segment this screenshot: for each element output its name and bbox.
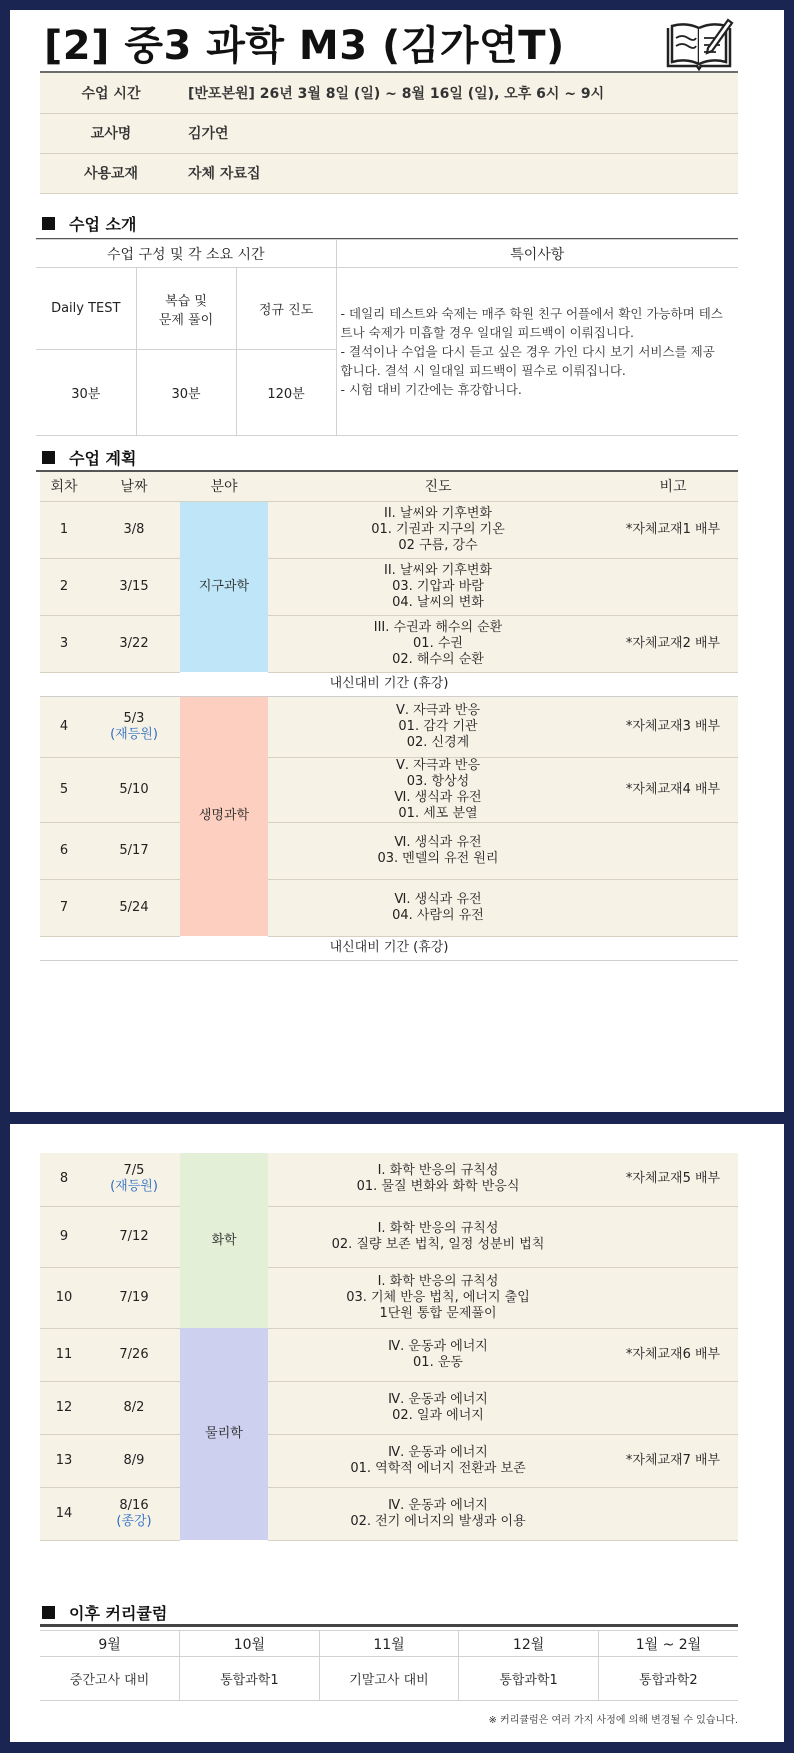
page-title: [2] 중3 과학 M3 (김가연T)	[44, 23, 565, 69]
field-bio: 생명과학	[180, 696, 268, 936]
info-row	[40, 113, 738, 153]
session-date: 5/24	[119, 899, 149, 915]
session-number: 13	[40, 1434, 88, 1487]
composition-header: 수업 구성 및 각 소요 시간	[36, 240, 336, 268]
info-value: 자체 자료집	[182, 153, 738, 193]
section-heading-intro	[42, 212, 136, 235]
month-header: 1월 ~ 2월	[598, 1631, 738, 1657]
field-phys: 물리학	[180, 1328, 268, 1540]
session-row	[40, 1381, 738, 1434]
session-note	[608, 879, 738, 936]
session-date-cell	[88, 1328, 180, 1381]
session-date: 3/8	[123, 521, 145, 537]
section-heading-after	[42, 1601, 167, 1624]
session-date: 5/17	[119, 842, 149, 858]
session-row	[40, 1434, 738, 1487]
component-name: 복습 및 문제 풀이	[136, 268, 236, 350]
session-progress: I. 화학 반응의 규칙성 01. 물질 변화와 화학 반응식	[268, 1153, 608, 1206]
session-number: 12	[40, 1381, 88, 1434]
info-label: 사용교재	[40, 153, 182, 193]
session-progress: I. 화학 반응의 규칙성 02. 질량 보존 법칙, 일정 성분비 법칙	[268, 1206, 608, 1267]
info-value: 김가연	[182, 113, 738, 153]
session-row	[40, 1328, 738, 1381]
session-date-cell	[88, 879, 180, 936]
session-date-cell	[88, 1381, 180, 1434]
info-table	[40, 73, 738, 194]
col-header-date: 날짜	[88, 472, 180, 501]
intro-heading: 수업 소개	[69, 215, 137, 234]
session-date-cell	[88, 1267, 180, 1328]
section-heading-plan	[42, 446, 136, 469]
session-note: *자체교재3 배부	[608, 696, 738, 757]
session-progress: II. 날씨와 기후변화 01. 기권과 지구의 기온 02 구름, 강수	[268, 501, 608, 558]
component-time: 120분	[236, 350, 336, 436]
plan-table-1	[40, 472, 738, 961]
notes-text: - 데일리 테스트와 숙제는 매주 학원 친구 어플에서 확인 가능하며 테스트나 숙제가 미흡할 경우 일대일 피드백이 이뤄집니다. - 결석이나 수업을 다시 듣고 싶은 경우 가인 다시 보기 서비스를 제공합니다. 결석 시 일대일 피드백이 필수로 이뤄집니다. - 시험 대비 기간에는 휴강합니다.	[336, 268, 738, 436]
session-number: 6	[40, 822, 88, 879]
session-date-cell	[88, 757, 180, 822]
info-label: 교사명	[40, 113, 182, 153]
col-header-field: 분야	[180, 472, 268, 501]
session-number: 3	[40, 615, 88, 672]
after-divider	[40, 1624, 738, 1627]
session-progress: Ⅵ. 생식과 유전 03. 멘델의 유전 원리	[268, 822, 608, 879]
info-row	[40, 73, 738, 113]
break-label: 내신대비 기간 (휴강)	[40, 672, 738, 696]
session-number: 2	[40, 558, 88, 615]
session-progress: II. 날씨와 기후변화 03. 기압과 바람 04. 날씨의 변화	[268, 558, 608, 615]
session-note: *자체교재7 배부	[608, 1434, 738, 1487]
session-number: 10	[40, 1267, 88, 1328]
session-number: 7	[40, 879, 88, 936]
session-date: 8/2	[123, 1399, 145, 1415]
footnote: ※ 커리큘럼은 여러 가지 사정에 의해 변경될 수 있습니다.	[488, 1715, 738, 1726]
session-date-cell	[88, 1153, 180, 1206]
session-row	[40, 1487, 738, 1540]
session-date-cell	[88, 822, 180, 879]
session-number: 5	[40, 757, 88, 822]
component-time: 30분	[136, 350, 236, 436]
session-note	[608, 558, 738, 615]
session-date: 3/15	[119, 578, 149, 594]
session-row	[40, 615, 738, 672]
session-date: 7/12	[119, 1228, 149, 1244]
session-row	[40, 558, 738, 615]
component-name: Daily TEST	[36, 268, 136, 350]
session-progress: Ⅳ. 운동과 에너지 01. 역학적 에너지 전환과 보존	[268, 1434, 608, 1487]
session-number: 8	[40, 1153, 88, 1206]
session-note: *자체교재5 배부	[608, 1153, 738, 1206]
session-date: 8/16	[119, 1497, 149, 1513]
after-heading: 이후 커리큘럼	[69, 1604, 168, 1623]
session-note: *자체교재1 배부	[608, 501, 738, 558]
col-header-note: 비고	[608, 472, 738, 501]
month-course: 통합과학1	[459, 1657, 599, 1701]
field-chem: 화학	[180, 1153, 268, 1328]
plan-table-2	[40, 1153, 738, 1541]
session-number: 14	[40, 1487, 88, 1540]
session-note: *자체교재4 배부	[608, 757, 738, 822]
session-row	[40, 879, 738, 936]
session-date-note: (재등원)	[110, 1179, 158, 1195]
session-row	[40, 696, 738, 757]
square-bullet-icon	[42, 451, 55, 464]
session-row	[40, 1153, 738, 1206]
col-header-progress: 진도	[268, 472, 608, 501]
session-note: *자체교재6 배부	[608, 1328, 738, 1381]
session-date: 5/10	[119, 781, 149, 797]
session-note	[608, 1267, 738, 1328]
session-progress: Ⅳ. 운동과 에너지 02. 일과 에너지	[268, 1381, 608, 1434]
session-note	[608, 1206, 738, 1267]
session-progress: Ⅴ. 자극과 반응 01. 감각 기관 02. 신경계	[268, 696, 608, 757]
month-course: 통합과학1	[180, 1657, 320, 1701]
info-row	[40, 153, 738, 193]
session-row	[40, 1206, 738, 1267]
session-progress: III. 수권과 해수의 순환 01. 수권 02. 해수의 순환	[268, 615, 608, 672]
session-date: 5/3	[123, 710, 145, 726]
month-header: 9월	[40, 1631, 180, 1657]
session-row	[40, 757, 738, 822]
after-curriculum-table	[40, 1630, 738, 1701]
session-date-cell	[88, 558, 180, 615]
session-note	[608, 1381, 738, 1434]
info-label: 수업 시간	[40, 73, 182, 113]
session-date-cell	[88, 696, 180, 757]
session-note	[608, 1487, 738, 1540]
month-header: 12월	[459, 1631, 599, 1657]
session-number: 4	[40, 696, 88, 757]
session-row	[40, 501, 738, 558]
session-date-cell	[88, 1487, 180, 1540]
session-date: 3/22	[119, 635, 149, 651]
month-course: 기말고사 대비	[319, 1657, 459, 1701]
book-pen-icon	[664, 14, 734, 72]
session-date: 8/9	[123, 1452, 145, 1468]
session-date-cell	[88, 1434, 180, 1487]
plan-heading: 수업 계획	[69, 449, 137, 468]
session-progress: Ⅳ. 운동과 에너지 02. 전기 에너지의 발생과 이용	[268, 1487, 608, 1540]
session-date: 7/19	[119, 1289, 149, 1305]
session-number: 11	[40, 1328, 88, 1381]
session-date-note: (종강)	[116, 1513, 152, 1529]
col-header-no: 회차	[40, 472, 88, 501]
session-date-note: (재등원)	[110, 726, 158, 742]
session-date: 7/5	[123, 1163, 145, 1179]
notes-header: 특이사항	[336, 240, 738, 268]
session-progress: I. 화학 반응의 규칙성 03. 기체 반응 법칙, 에너지 출입 1단원 통합 문제풀이	[268, 1267, 608, 1328]
break-label: 내신대비 기간 (휴강)	[40, 936, 738, 960]
session-progress: Ⅴ. 자극과 반응 03. 항상성 Ⅵ. 생식과 유전 01. 세포 분열	[268, 757, 608, 822]
month-course: 통합과학2	[598, 1657, 738, 1701]
intro-table	[36, 239, 738, 436]
component-time: 30분	[36, 350, 136, 436]
session-row	[40, 822, 738, 879]
session-note	[608, 822, 738, 879]
component-name: 정규 진도	[236, 268, 336, 350]
month-header: 10월	[180, 1631, 320, 1657]
break-row	[40, 672, 738, 696]
session-date-cell	[88, 615, 180, 672]
session-note: *자체교재2 배부	[608, 615, 738, 672]
session-date-cell	[88, 501, 180, 558]
session-number: 1	[40, 501, 88, 558]
session-row	[40, 1267, 738, 1328]
month-header: 11월	[319, 1631, 459, 1657]
session-progress: Ⅳ. 운동과 에너지 01. 운동	[268, 1328, 608, 1381]
session-date: 7/26	[119, 1346, 149, 1362]
field-earth: 지구과학	[180, 501, 268, 672]
square-bullet-icon	[42, 1606, 55, 1619]
session-date-cell	[88, 1206, 180, 1267]
session-progress: Ⅵ. 생식과 유전 04. 사람의 유전	[268, 879, 608, 936]
break-row	[40, 936, 738, 960]
month-course: 중간고사 대비	[40, 1657, 180, 1701]
info-value: [반포본원] 26년 3월 8일 (일) ~ 8월 16일 (일), 오후 6시 ~ 9시	[182, 73, 738, 113]
session-number: 9	[40, 1206, 88, 1267]
square-bullet-icon	[42, 217, 55, 230]
